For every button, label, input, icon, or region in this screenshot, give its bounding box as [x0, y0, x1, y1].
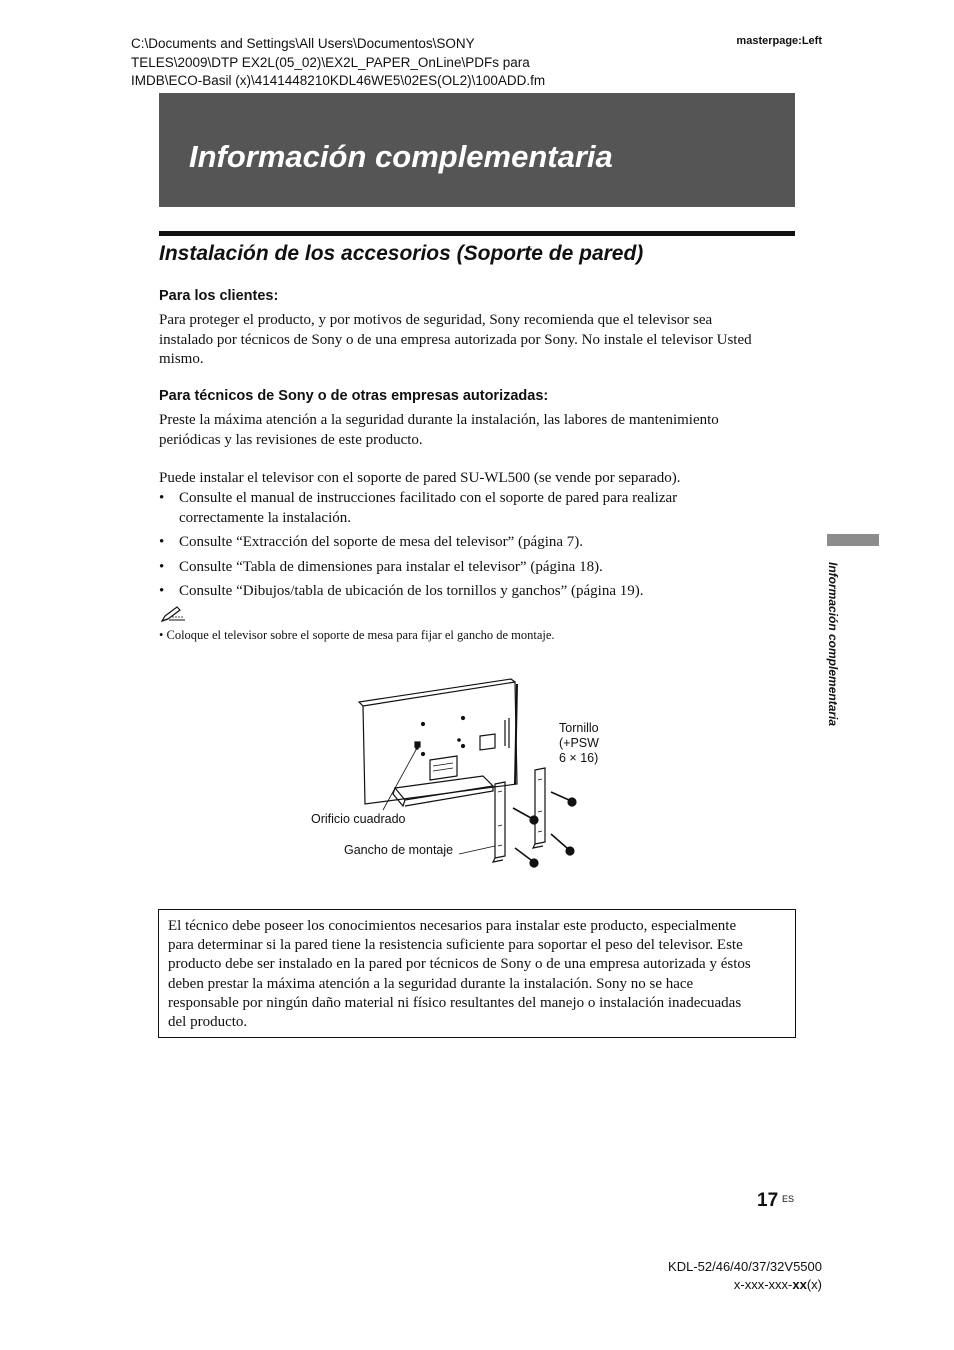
file-path-line: IMDB\ECO-Basil (x)\4141448210KDL46WE5\02ES(OL2)\100ADD.fm [131, 73, 546, 88]
file-path-line: C:\Documents and Settings\All Users\Documentos\SONY [131, 36, 475, 51]
section-rule [159, 231, 795, 236]
bullet-symbol: • [159, 558, 165, 575]
model-number: KDL-52/46/40/37/32V5500 [668, 1259, 822, 1274]
file-path [131, 35, 611, 91]
text-line: instalado por técnicos de Sony o de una empresa autorizada por Sony. No instale el televisor Usted [159, 331, 752, 348]
code-bold: xx [792, 1277, 807, 1292]
page-number: 17 [757, 1190, 779, 1211]
customers-paragraph [159, 311, 799, 370]
list-item [159, 533, 799, 553]
customers-heading: Para los clientes: [159, 288, 279, 304]
code-suffix: (x) [806, 1277, 822, 1292]
text-line: del producto. [168, 1014, 248, 1031]
screw-label [559, 721, 599, 766]
text-line: Consulte “Tabla de dimensiones para instalar el televisor” (página 18). [179, 558, 603, 575]
technicians-heading: Para técnicos de Sony o de otras empresas autorizadas: [159, 388, 549, 404]
label-line: Tornillo [559, 721, 599, 735]
text-line: Preste la máxima atención a la seguridad durante la instalación, las labores de mantenimiento [159, 412, 719, 428]
masterpage-label: masterpage:Left [736, 35, 822, 47]
text-line: para determinar si la pared tiene la resistencia suficiente para soportar el peso del televisor. Este [168, 937, 743, 954]
install-bullet-list [159, 489, 799, 607]
tv-back-panel [363, 682, 517, 804]
text-line: mismo. [159, 351, 204, 367]
text-line: Consulte “Extracción del soporte de mesa del televisor” (página 7). [179, 534, 584, 550]
file-path-line: TELES\2009\DTP EX2L(05_02)\EX2L_PAPER_OnLine\PDFs para [131, 54, 530, 70]
square-hole-label: Orificio cuadrado [311, 812, 406, 826]
text-line: Consulte “Dibujos/tabla de ubicación de los tornillos y ganchos” (página 19). [179, 583, 644, 599]
section-title: Instalación de los accesorios (Soporte de pared) [159, 242, 644, 265]
side-tab-marker [827, 534, 879, 546]
bullet-symbol: • [159, 490, 165, 506]
side-tab-label [826, 562, 848, 762]
bullet-symbol: • [159, 534, 165, 550]
hook-label: Gancho de montaje [344, 843, 454, 857]
square-hole [415, 742, 420, 747]
text-line: responsable por ningún daño material ni físico resultantes del manejo o instalación inadecuadas [168, 994, 742, 1011]
note-text: • Coloque el televisor sobre el soporte de mesa para fijar el gancho de montaje. [159, 628, 555, 642]
model-info [668, 1258, 822, 1294]
technicians-paragraph [159, 411, 799, 450]
text-line: deben prestar la máxima atención a la seguridad durante la instalación. Sony no se hace [168, 975, 694, 992]
document-code [668, 1276, 822, 1294]
text-line: Consulte el manual de instrucciones facilitado con el soporte de pared para realizar [179, 490, 678, 506]
label-line: (+PSW [559, 736, 599, 750]
bullet-symbol: • [159, 583, 165, 599]
note-pencil-icon [160, 605, 186, 628]
text-line: El técnico debe poseer los conocimientos necesarios para instalar este producto, especialmente [168, 918, 737, 934]
install-intro: Puede instalar el televisor con el soporte de pared SU-WL500 (se vende por separado). [159, 470, 681, 486]
page-language: ES [782, 1194, 795, 1204]
list-item [159, 558, 799, 578]
text-line: correctamente la instalación. [179, 509, 351, 526]
code-prefix: x-xxx-xxx- [733, 1277, 793, 1292]
label-line: 6 × 16) [559, 751, 599, 765]
list-item [159, 489, 799, 528]
text-line: periódicas y las revisiones de este producto. [159, 431, 423, 448]
chapter-title: Información complementaria [189, 139, 613, 174]
text-line: Para proteger el producto, y por motivos de seguridad, Sony recomienda que el televisor sea [159, 312, 713, 328]
side-tab-text: Información complementaria [826, 562, 840, 727]
list-item [159, 582, 799, 602]
warning-box [158, 909, 796, 1038]
text-line: producto debe ser instalado en la pared por técnicos de Sony o de una empresa autorizada y éstos [168, 956, 751, 973]
tv-top-edge [359, 679, 515, 706]
